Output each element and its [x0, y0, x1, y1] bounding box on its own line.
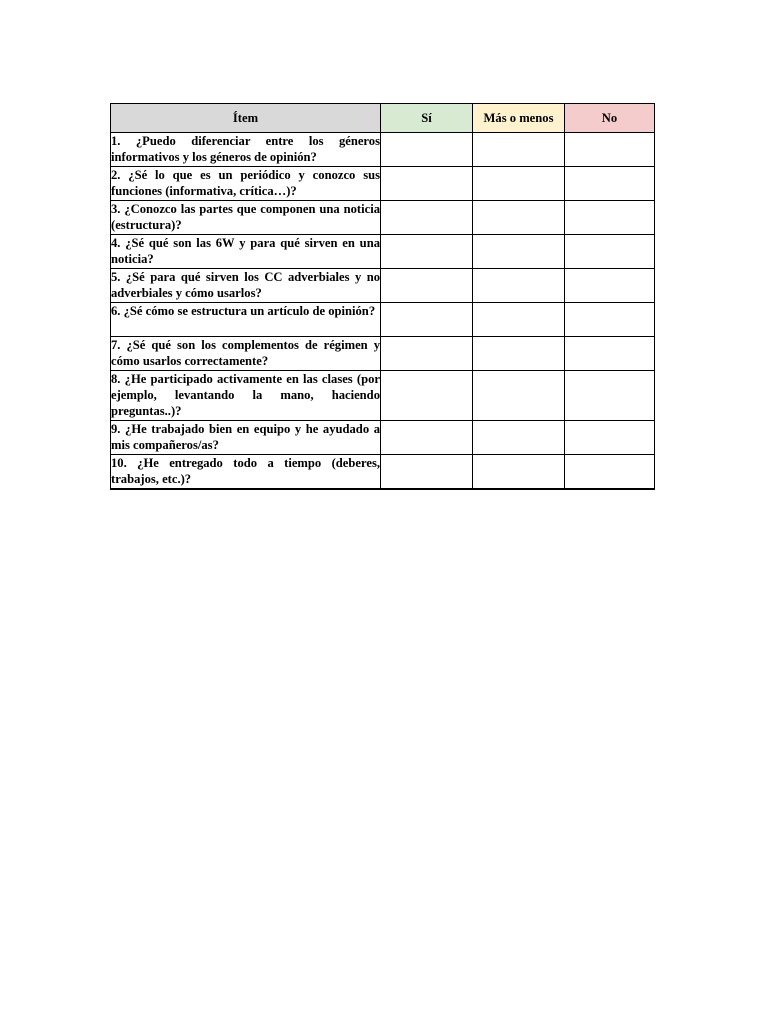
answer-cell-si[interactable]: [381, 133, 473, 167]
self-assessment-table: [110, 103, 655, 490]
table-row: [111, 133, 655, 167]
answer-cell-si[interactable]: [381, 269, 473, 303]
answer-cell-no[interactable]: [565, 167, 655, 201]
item-question: 4. ¿Sé qué son las 6W y para qué sirven en una noticia?: [111, 235, 381, 269]
item-question: 5. ¿Sé para qué sirven los CC adverbiales y no adverbiales y cómo usarlos?: [111, 269, 381, 303]
table-row: [111, 455, 655, 490]
answer-cell-mas-o-menos[interactable]: [473, 133, 565, 167]
table-row: [111, 201, 655, 235]
answer-cell-no[interactable]: [565, 337, 655, 371]
answer-cell-si[interactable]: [381, 201, 473, 235]
header-mas-o-menos: Más o menos: [473, 104, 565, 133]
answer-cell-mas-o-menos[interactable]: [473, 421, 565, 455]
answer-cell-no[interactable]: [565, 235, 655, 269]
table-row: [111, 337, 655, 371]
answer-cell-mas-o-menos[interactable]: [473, 167, 565, 201]
item-question: 2. ¿Sé lo que es un periódico y conozco sus funciones (informativa, crítica…)?: [111, 167, 381, 201]
answer-cell-si[interactable]: [381, 167, 473, 201]
item-question: 6. ¿Sé cómo se estructura un artículo de opinión?: [111, 303, 381, 337]
answer-cell-mas-o-menos[interactable]: [473, 371, 565, 421]
answer-cell-no[interactable]: [565, 421, 655, 455]
item-question: 8. ¿He participado activamente en las clases (por ejemplo, levantando la mano, haciendo preguntas..)?: [111, 371, 381, 421]
answer-cell-no[interactable]: [565, 133, 655, 167]
table-row: [111, 167, 655, 201]
table-row: [111, 235, 655, 269]
answer-cell-si[interactable]: [381, 235, 473, 269]
item-question: 9. ¿He trabajado bien en equipo y he ayudado a mis compañeros/as?: [111, 421, 381, 455]
answer-cell-no[interactable]: [565, 303, 655, 337]
item-question: 1. ¿Puedo diferenciar entre los géneros informativos y los géneros de opinión?: [111, 133, 381, 167]
answer-cell-si[interactable]: [381, 371, 473, 421]
answer-cell-no[interactable]: [565, 371, 655, 421]
answer-cell-mas-o-menos[interactable]: [473, 337, 565, 371]
answer-cell-mas-o-menos[interactable]: [473, 201, 565, 235]
answer-cell-si[interactable]: [381, 455, 473, 490]
answer-cell-si[interactable]: [381, 303, 473, 337]
answer-cell-no[interactable]: [565, 269, 655, 303]
answer-cell-mas-o-menos[interactable]: [473, 455, 565, 490]
header-si: Sí: [381, 104, 473, 133]
table-row: [111, 303, 655, 337]
answer-cell-si[interactable]: [381, 337, 473, 371]
answer-cell-no[interactable]: [565, 455, 655, 490]
answer-cell-si[interactable]: [381, 421, 473, 455]
item-question: 10. ¿He entregado todo a tiempo (deberes, trabajos, etc.)?: [111, 455, 381, 490]
header-item: Ítem: [111, 104, 381, 133]
answer-cell-no[interactable]: [565, 201, 655, 235]
answer-cell-mas-o-menos[interactable]: [473, 269, 565, 303]
table-row: [111, 421, 655, 455]
table-row: [111, 371, 655, 421]
answer-cell-mas-o-menos[interactable]: [473, 303, 565, 337]
item-question: 7. ¿Sé qué son los complementos de régimen y cómo usarlos correctamente?: [111, 337, 381, 371]
header-no: No: [565, 104, 655, 133]
answer-cell-mas-o-menos[interactable]: [473, 235, 565, 269]
item-question: 3. ¿Conozco las partes que componen una noticia (estructura)?: [111, 201, 381, 235]
table-row: [111, 269, 655, 303]
table-header-row: [111, 104, 655, 133]
